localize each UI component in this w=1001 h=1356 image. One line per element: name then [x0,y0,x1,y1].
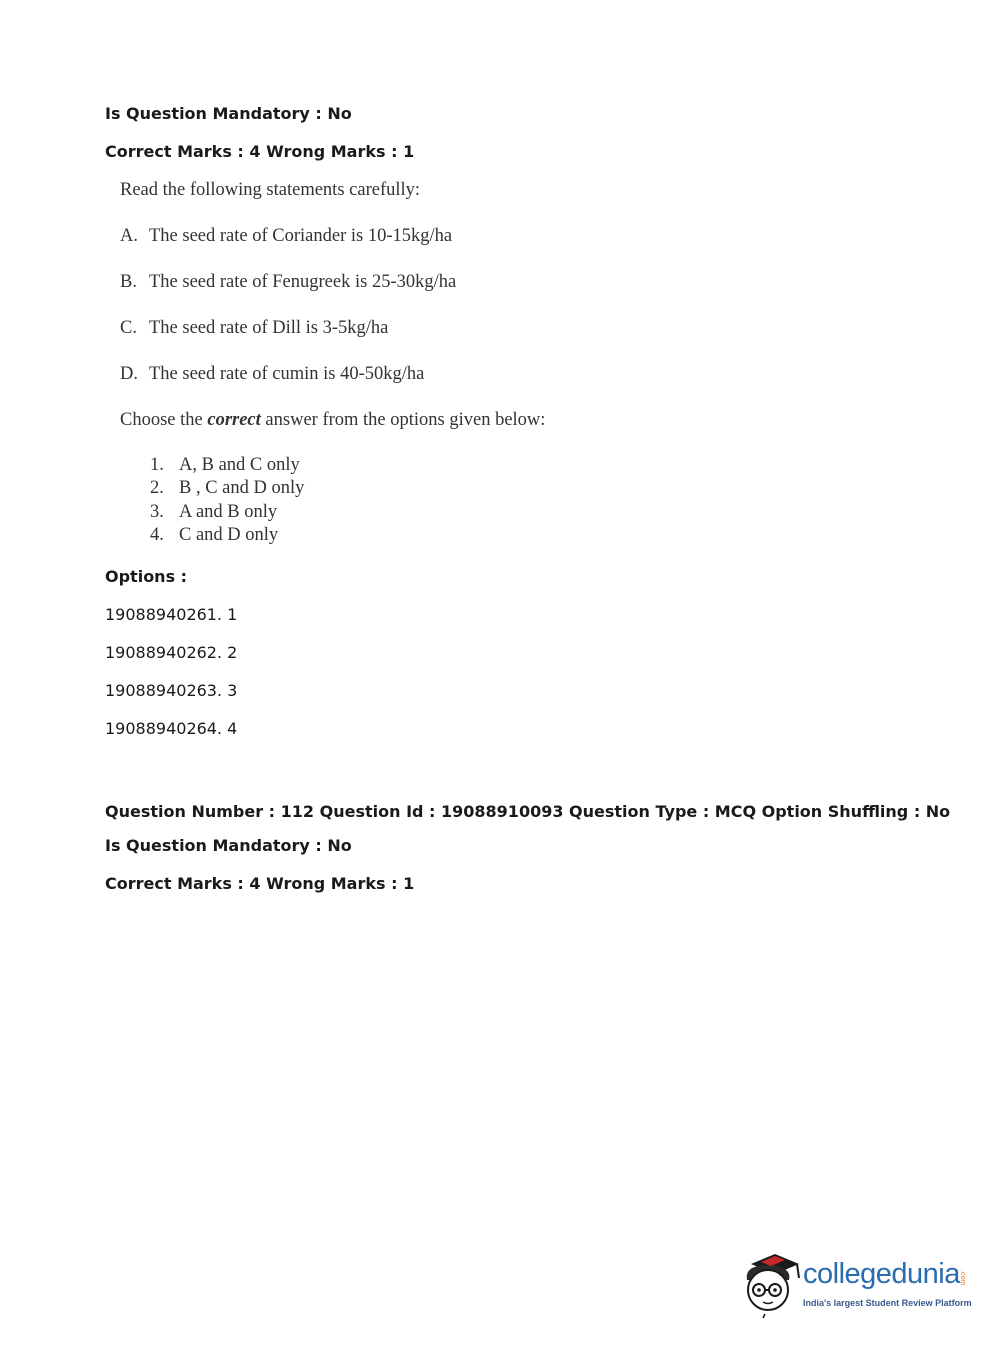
collegedunia-logo [741,1250,971,1320]
answer-text: B , C and D only [179,478,305,498]
q1-answer-4 [150,525,278,546]
answer-text: A and B only [179,502,278,522]
answer-text: C and D only [179,525,279,545]
logo-tagline: India's largest Student Review Platform [803,1298,972,1308]
q1-answer-2 [150,478,304,499]
q1-statement-d [120,364,424,385]
statement-text: The seed rate of Coriander is 10-15kg/ha [149,226,453,246]
q1-option-4: 19088940264. 4 [105,719,238,738]
mascot-icon [741,1250,803,1320]
q2-mandatory: Is Question Mandatory : No [105,836,352,855]
q1-intro: Read the following statements carefully: [120,180,421,200]
q1-statement-a [120,226,452,247]
q1-mandatory: Is Question Mandatory : No [105,104,352,123]
statement-label: C. [120,318,137,338]
q2-marks: Correct Marks : 4 Wrong Marks : 1 [105,874,415,893]
logo-wordmark: collegedunia [803,1258,960,1290]
statement-text: The seed rate of cumin is 40-50kg/ha [149,364,425,384]
statement-label: B. [120,272,137,292]
q1-answer-1 [150,455,300,476]
statement-label: D. [120,364,138,384]
q1-option-1: 19088940261. 1 [105,605,238,624]
q1-option-3: 19088940263. 3 [105,681,238,700]
q1-statement-b [120,272,456,293]
answer-number: 3. [150,502,164,522]
q1-statement-c [120,318,388,339]
logo-suffix: .com [959,1270,966,1286]
choose-text-after: answer from the options given below: [260,410,546,430]
q1-marks: Correct Marks : 4 Wrong Marks : 1 [105,142,415,161]
answer-text: A, B and C only [179,455,300,475]
q1-options-heading: Options : [105,567,188,586]
q1-option-2: 19088940262. 2 [105,643,238,662]
statement-label: A. [120,226,138,246]
answer-number: 4. [150,525,164,545]
answer-number: 1. [150,455,164,475]
q1-choose-instruction [120,410,545,431]
statement-text: The seed rate of Dill is 3-5kg/ha [149,318,389,338]
choose-text-before: Choose the [120,410,208,430]
q1-answer-3 [150,502,277,523]
statement-text: The seed rate of Fenugreek is 25-30kg/ha [149,272,457,292]
choose-text-emphasis: correct [207,410,261,430]
answer-number: 2. [150,478,164,498]
q2-header: Question Number : 112 Question Id : 19088910093 Question Type : MCQ Option Shuffling : No [105,802,951,821]
